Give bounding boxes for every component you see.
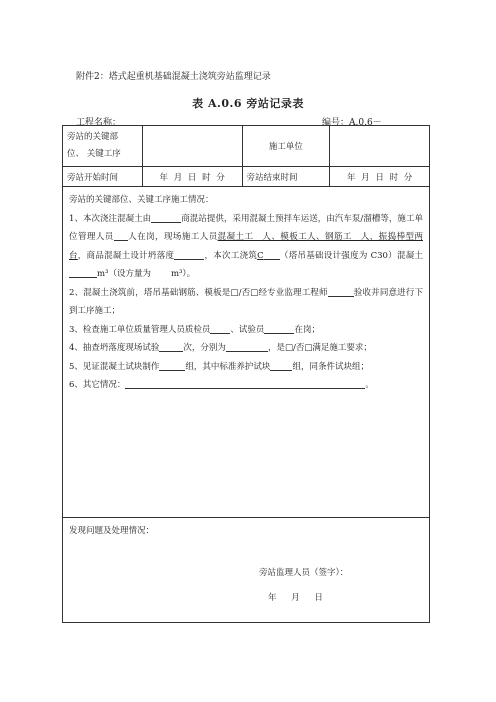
item1-text-i: ，本次工浇筑 <box>204 250 258 261</box>
blank-standard-groups[interactable] <box>270 360 292 371</box>
item2-text-a: 2、混凝土浇筑前，塔吊基础钢筋、模板是□/否□经专业监理工程师 <box>69 287 328 298</box>
row-issues <box>63 518 430 623</box>
end-time-label: 旁站结束时间 <box>242 167 330 187</box>
item1-text-k: （塔吊基础设计强度为 C30）混凝土 <box>279 250 423 261</box>
construction-details <box>63 187 430 518</box>
construction-unit-label: 施工单位 <box>242 126 330 167</box>
item5-text-a: 5、见证混凝土试块制作 <box>69 361 160 372</box>
item3-text-c: 在岗； <box>294 324 320 335</box>
blank-test-values[interactable] <box>226 341 268 352</box>
key-parts-value[interactable] <box>142 126 242 167</box>
item1-text-j: C <box>257 250 264 261</box>
blank-volume[interactable] <box>69 267 97 278</box>
item-1 <box>69 210 423 284</box>
item-2 <box>69 284 423 321</box>
key-parts-label <box>63 126 143 167</box>
signature-date: 年 月 日 <box>268 593 323 603</box>
item5-text-c: 组，同条件试块组； <box>292 361 369 372</box>
form-number-label: 编号：A.0.6－ <box>322 118 382 128</box>
construction-unit-value[interactable] <box>330 126 430 167</box>
blank-tester[interactable] <box>264 323 294 334</box>
item1-text-h: ，商品混凝土设计坍落度 <box>77 250 175 261</box>
item2-text-b: 验收并同意进行下到工序施工； <box>69 287 423 316</box>
row-content <box>63 187 430 518</box>
item1-text-b: 商混站提供，采用混凝土预拌车运送，由汽车泵/ <box>181 213 364 224</box>
blank-sample-groups[interactable] <box>159 360 185 371</box>
item6-text-a: 6、其它情况： <box>69 380 126 390</box>
item1-text-c: 溜槽等，施工单位管理人员 <box>69 213 423 242</box>
blank-other[interactable] <box>125 378 365 389</box>
signature-label: 旁站监理人员（签字）： <box>259 568 349 578</box>
blank-engineer[interactable] <box>328 286 354 297</box>
form-title: 表 A.0.6 旁站记录表 <box>192 97 304 110</box>
item1-text-l: m³（设方量为 <box>97 269 151 279</box>
item-3 <box>69 321 423 340</box>
item1-text-m: m³）。 <box>170 269 196 279</box>
key-parts-label-line1: 旁站的关键部 <box>67 132 119 142</box>
blank-slump[interactable] <box>174 249 204 260</box>
item3-text-a: 3、检查施工单位质量管理人员质检员 <box>69 324 211 335</box>
item1-text-a: 1、本次浇注混凝土由 <box>69 213 152 224</box>
item3-text-b: 、试验员 <box>230 324 265 335</box>
item1-text-e: 混凝土工 人、模板工 <box>217 232 308 242</box>
item-5 <box>69 358 423 377</box>
item1-text-d: 人在岗，现场施工人员 <box>127 232 218 242</box>
blank-inspector[interactable] <box>210 323 230 334</box>
item4-text-b: 次，分别为 <box>183 343 226 353</box>
item1-text-g: 型两台 <box>69 232 423 261</box>
item-6 <box>69 376 423 395</box>
blank-test-count[interactable] <box>159 341 183 352</box>
start-time-label: 旁站开始时间 <box>63 167 143 187</box>
item4-text-c: ，是□/否□满足施工要求； <box>267 343 372 353</box>
item6-text-b: 。 <box>365 380 374 390</box>
issues-label: 发现问题及处理情况： <box>69 526 155 536</box>
row-key-parts <box>63 126 430 167</box>
blank-supplier[interactable] <box>151 212 181 223</box>
record-table <box>62 125 430 623</box>
end-time-value[interactable]: 年 月 日 时 分 <box>330 167 430 187</box>
blank-grade[interactable] <box>264 249 280 260</box>
item1-text-f: 人、钢筋工 人，振捣棒 <box>307 232 406 242</box>
details-intro: 旁站的关键部位、关键工序施工情况： <box>69 195 214 205</box>
issues-cell[interactable] <box>63 518 430 623</box>
item5-text-b: 组，其中标准养护试块 <box>185 361 271 372</box>
key-parts-label-line2: 位、 关键工序 <box>67 149 121 159</box>
project-name-label: 工程名称： <box>76 118 122 128</box>
item4-text-a: 4、抽查坍落度现场试验 <box>69 343 160 353</box>
blank-managers[interactable] <box>114 230 128 241</box>
attachment-title: 附件2：塔式起重机基础混凝土浇筑旁站监理记录 <box>76 72 271 82</box>
row-time <box>63 167 430 187</box>
item-4 <box>69 339 423 358</box>
start-time-value[interactable]: 年 月 日 时 分 <box>142 167 242 187</box>
